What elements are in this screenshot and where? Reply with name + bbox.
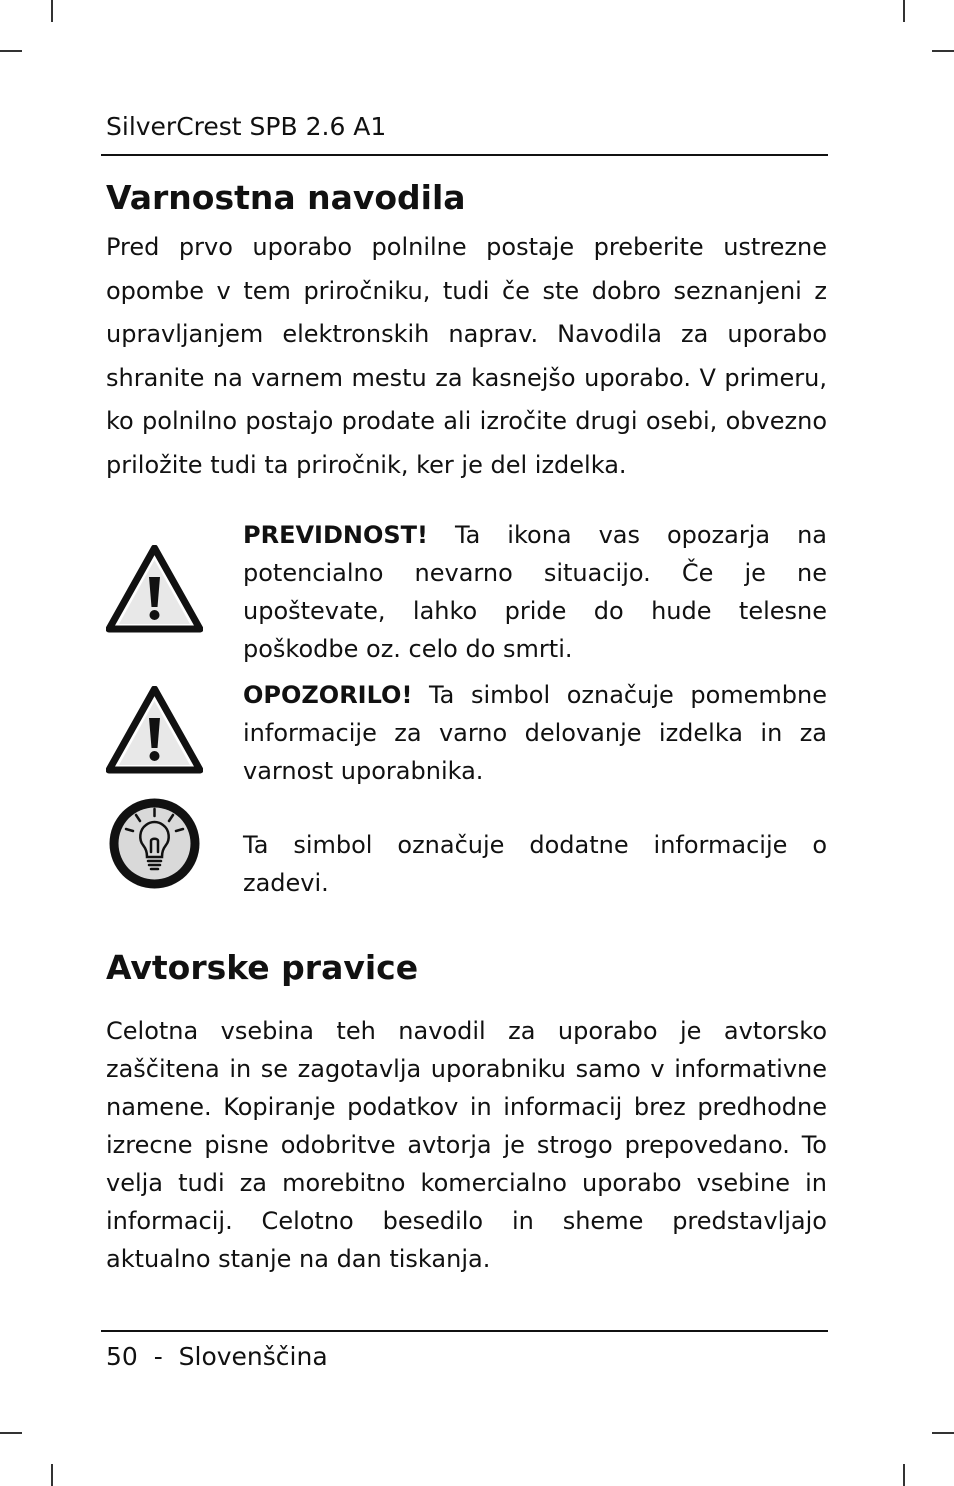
footer-rule — [101, 1330, 828, 1332]
lightbulb-info-icon — [106, 795, 203, 892]
notice-info — [243, 826, 827, 902]
warning-triangle-icon — [106, 545, 203, 633]
page-number: 50 — [106, 1342, 138, 1371]
notice-caution — [243, 516, 827, 668]
notice-label: PREVIDNOST! — [243, 521, 428, 549]
notice-warning — [243, 676, 827, 790]
notice-text: Ta simbol označuje pomembne informacije za varno delovanje izdelka in za varnost uporabnika. — [243, 681, 827, 785]
header-rule — [101, 154, 828, 156]
section-heading-copyright: Avtorske pravice — [106, 948, 419, 987]
crop-mark — [903, 1464, 905, 1486]
crop-mark — [903, 0, 905, 22]
crop-mark — [51, 1464, 53, 1486]
footer-language: Slovenščina — [178, 1342, 328, 1371]
crop-mark — [51, 0, 53, 22]
page-footer — [106, 1342, 328, 1371]
running-header: SilverCrest SPB 2.6 A1 — [106, 112, 387, 141]
copyright-paragraph: Celotna vsebina teh navodil za uporabo je avtorsko zaščitena in se zagotavlja uporabniku samo v informativne namene. Kopiranje podatkov in informacij brez predhodne izrecne pisne odobritve avtorja je strogo prepovedano. To velja tudi za morebitno komercialno uporabo vsebine in informacij. Celotno besedilo in sheme predstavljajo aktualno stanje na dan tiskanja. — [106, 1017, 827, 1273]
warning-triangle-icon — [106, 686, 203, 774]
notice-text: Ta ikona vas opozarja na potencialno nevarno situacijo. Če je ne upoštevate, lahko pride do hude telesne poškodbe oz. celo do smrti. — [243, 521, 827, 663]
crop-mark — [0, 50, 22, 52]
crop-mark — [0, 1432, 22, 1434]
section-heading-safety: Varnostna navodila — [106, 178, 466, 217]
notice-text: Ta simbol označuje dodatne informacije o zadevi. — [243, 831, 827, 897]
safety-intro-paragraph: Pred prvo uporabo polnilne postaje preberite ustrezne opombe v tem priročniku, tudi če ste dobro seznanjeni z upravljanjem elektronskih naprav. Navodila za uporabo shranite na varnem mestu za kasnejšo uporabo. V primeru, ko polnilno postajo prodate ali izročite drugi osebi, obvezno priložite tudi ta priročnik, ker je del izdelka. — [106, 233, 827, 479]
crop-mark — [932, 1432, 954, 1434]
footer-separator: - — [137, 1342, 179, 1371]
notice-label: OPOZORILO! — [243, 681, 413, 709]
crop-mark — [932, 50, 954, 52]
